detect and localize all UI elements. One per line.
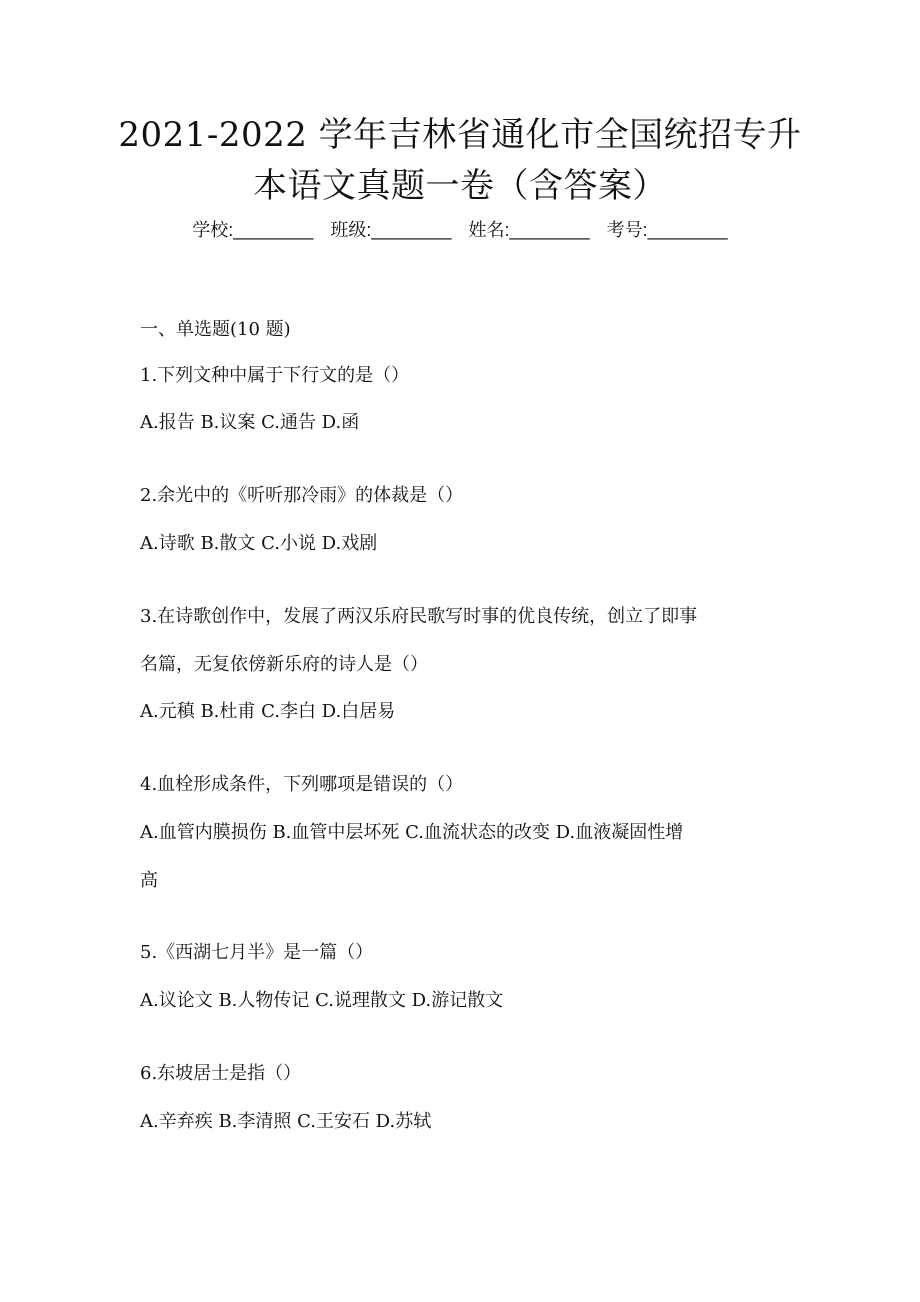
question-1-options: A.报告 B.议案 C.通告 D.函 [140, 412, 360, 433]
question-6-options: A.辛弃疾 B.李清照 C.王安石 D.苏轼 [140, 1111, 432, 1132]
question-2-stem: 2.余光中的《听听那冷雨》的体裁是（） [140, 485, 464, 506]
question-5-stem: 5.《西湖七月半》是一篇（） [140, 942, 374, 963]
school-field: 学校:________ [192, 220, 314, 240]
question-2-options: A.诗歌 B.散文 C.小说 D.戏剧 [140, 533, 378, 554]
student-info-row [60, 217, 860, 243]
question-3-options: A.元稹 B.杜甫 C.李白 D.白居易 [140, 701, 396, 722]
question-4-options-line-2: 高 [140, 870, 158, 891]
question-4-options-line-1: A.血管内膜损伤 B.血管中层坏死 C.血流状态的改变 D.血液凝固性增 [140, 822, 684, 843]
question-6-stem: 6.东坡居士是指（） [140, 1063, 302, 1084]
exam-number-field: 考号:________ [606, 220, 728, 240]
question-5-options: A.议论文 B.人物传记 C.说理散文 D.游记散文 [140, 990, 504, 1011]
question-3-stem-line-1: 3.在诗歌创作中，发展了两汉乐府民歌写时事的优良传统，创立了即事 [140, 606, 698, 627]
page-title-line-1: 2021-2022 学年吉林省通化市全国统招专升 [118, 115, 802, 155]
page-title-line-2: 本语文真题一卷（含答案） [253, 166, 667, 206]
question-1-stem: 1.下列文种中属于下行文的是（） [140, 365, 410, 386]
question-3-stem-line-2: 名篇，无复依傍新乐府的诗人是（） [140, 654, 428, 675]
question-4-stem: 4.血栓形成条件，下列哪项是错误的（） [140, 774, 464, 795]
name-field: 姓名:________ [468, 220, 590, 240]
class-field: 班级:________ [330, 220, 452, 240]
section-heading: 一、单选题(10 题) [140, 319, 291, 340]
